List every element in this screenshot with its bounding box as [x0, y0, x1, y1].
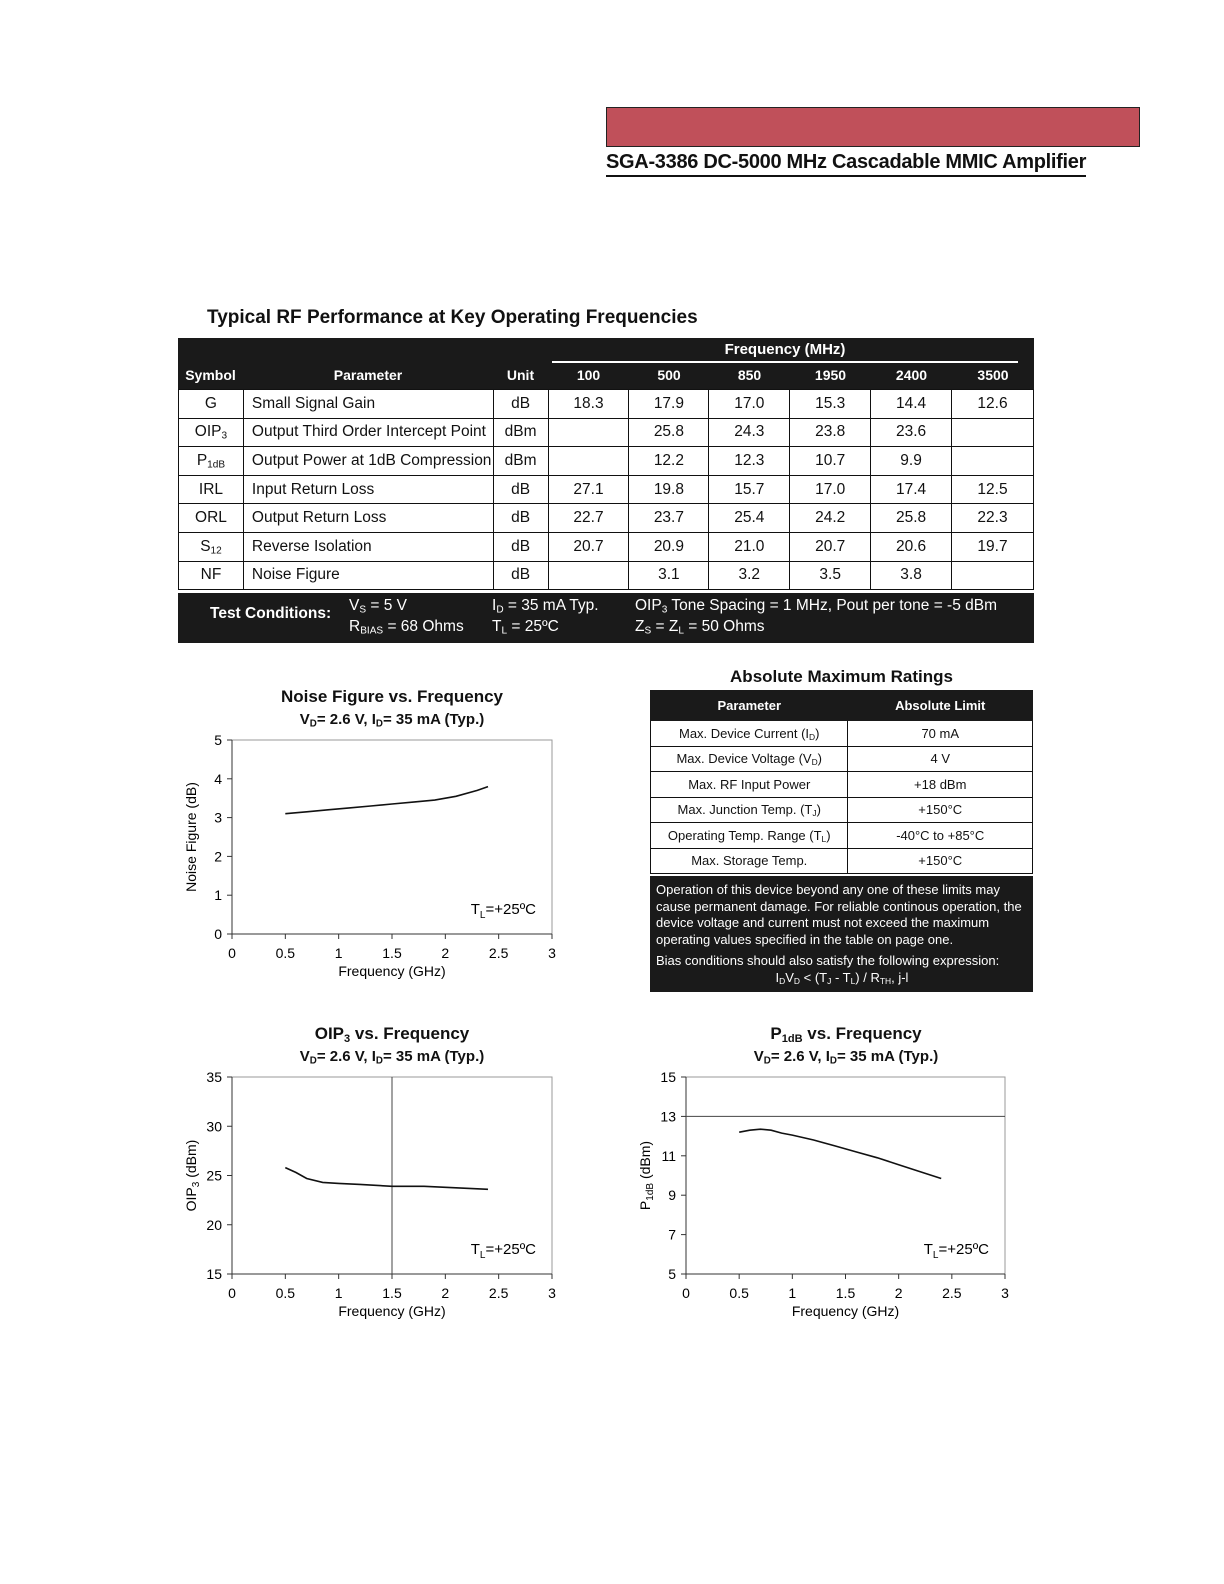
value-cell: 20.7 — [790, 532, 871, 561]
x-tick-label: 2 — [441, 1285, 450, 1301]
column-header-symbol: Symbol — [185, 367, 236, 383]
y-tick-label: 5 — [214, 732, 222, 748]
p1db-chart-subtitle: $V_D= 2.6$ V, $I_D= 35$ mA (Typ.) — [753, 1048, 939, 1067]
y-tick-label: 30 — [206, 1118, 222, 1135]
value-cell: 10.7 — [790, 447, 871, 476]
value-cell: 12.2 — [629, 447, 709, 476]
table-row — [651, 721, 1033, 747]
amr-parameter-cell: Max. Device Current $(I_D)$ — [651, 721, 848, 747]
unit-cell: dB — [493, 561, 548, 590]
y-axis-label: Noise Figure (dB) — [183, 782, 199, 892]
x-tick-label: 2.5 — [942, 1285, 962, 1301]
value-cell: 25.8 — [629, 418, 709, 447]
value-cell — [548, 418, 629, 447]
value-cell: 23.7 — [629, 504, 709, 533]
table-row — [179, 532, 1034, 561]
value-cell: 18.3 — [548, 390, 629, 419]
x-tick-label: 0.5 — [275, 1285, 296, 1301]
x-tick-label: 0.5 — [729, 1285, 749, 1301]
value-cell: 22.7 — [548, 504, 629, 533]
header-color-bar — [606, 107, 1140, 147]
y-tick-label: 25 — [206, 1167, 222, 1184]
parameter-cell: Noise Figure — [243, 561, 493, 590]
symbol-cell: ORL — [179, 504, 244, 533]
temperature-annotation: $T_L=+25ºC$ — [923, 1241, 989, 1261]
x-tick-label: 2 — [894, 1285, 903, 1301]
y-tick-label: 35 — [206, 1069, 222, 1085]
table-row — [651, 746, 1033, 772]
symbol-cell: $S_{12}$ — [179, 532, 244, 561]
y-tick-label: 20 — [206, 1216, 222, 1233]
column-header-freq: 100 — [576, 367, 601, 383]
value-cell: 15.3 — [790, 390, 871, 419]
y-tick-label: 1 — [214, 887, 222, 904]
value-cell: 21.0 — [709, 532, 790, 561]
y-tick-label: 9 — [668, 1187, 676, 1204]
column-header-unit: Unit — [506, 367, 535, 383]
x-tick-label: 1 — [334, 945, 343, 961]
y-axis-label: $OIP_3$ (dBm) — [183, 1139, 202, 1212]
symbol-cell: NF — [179, 561, 244, 590]
x-tick-label: 0 — [682, 1285, 690, 1301]
temperature-annotation: $T_L=+25ºC$ — [470, 1241, 536, 1261]
x-tick-label: 1 — [334, 1285, 343, 1301]
x-axis-label: Frequency (GHz) — [338, 1303, 446, 1319]
value-cell — [952, 418, 1034, 447]
value-cell: 17.0 — [709, 390, 790, 419]
value-cell: 20.7 — [548, 532, 629, 561]
unit-cell: dB — [493, 532, 548, 561]
y-tick-label: 13 — [660, 1108, 676, 1125]
amr-warning-note — [650, 876, 1033, 992]
amr-limit-cell: -40°C to +85°C — [848, 823, 1033, 849]
value-cell: 19.8 — [629, 475, 709, 504]
temperature-annotation: $T_L=+25ºC$ — [470, 901, 536, 921]
x-tick-label: 3 — [548, 945, 556, 961]
amr-header-parameter: Parameter — [651, 691, 848, 721]
nf-chart-title: Noise Figure vs. Frequency — [280, 687, 503, 706]
value-cell: 25.8 — [871, 504, 952, 533]
column-header-freq: 3500 — [977, 367, 1009, 383]
amr-parameter-cell: Max. RF Input Power — [651, 772, 848, 798]
column-header-freq: 1950 — [814, 367, 847, 383]
amr-parameter-cell: Max. Device Voltage $(V_D)$ — [651, 746, 848, 772]
condition-oip3: $OIP_3$ Tone Spacing = 1 MHz, Pout per tone = -5 dBm — [635, 597, 998, 616]
oip3-chart-title: $OIP_3$ vs. Frequency — [314, 1024, 470, 1045]
value-cell: 23.8 — [790, 418, 871, 447]
value-cell: 3.2 — [709, 561, 790, 590]
value-cell: 12.5 — [952, 475, 1034, 504]
x-tick-label: 1 — [788, 1285, 797, 1301]
oip3-chart-subtitle: $V_D= 2.6$ V, $I_D= 35$ mA (Typ.) — [299, 1048, 485, 1067]
amr-header-limit: Absolute Limit — [848, 691, 1033, 721]
condition-impedance: $Z_S = Z_L = 50$ Ohms — [635, 618, 765, 637]
value-cell: 22.3 — [952, 504, 1034, 533]
x-axis-label: Frequency (GHz) — [338, 963, 446, 979]
value-cell: 27.1 — [548, 475, 629, 504]
x-axis-label: Frequency (GHz) — [791, 1303, 900, 1319]
amr-limit-cell: 70 mA — [848, 721, 1033, 747]
value-cell: 24.2 — [790, 504, 871, 533]
unit-cell: dB — [493, 475, 548, 504]
x-tick-label: 2.5 — [488, 1285, 509, 1301]
x-tick-label: 2 — [441, 945, 450, 961]
value-cell: 17.9 — [629, 390, 709, 419]
parameter-cell: Input Return Loss — [243, 475, 493, 504]
table-row — [179, 447, 1034, 476]
y-tick-label: 2 — [214, 848, 222, 865]
y-tick-label: 15 — [206, 1266, 222, 1282]
frequency-header: Frequency (MHz) — [724, 341, 846, 358]
y-tick-label: 5 — [668, 1266, 676, 1282]
parameter-cell: Reverse Isolation — [243, 532, 493, 561]
value-cell: 12.6 — [952, 390, 1034, 419]
amr-limit-cell: +150°C — [848, 797, 1033, 823]
x-tick-label: 3 — [1001, 1285, 1009, 1301]
y-tick-label: 15 — [660, 1069, 676, 1085]
value-cell: 19.7 — [952, 532, 1034, 561]
condition-tl: $T_L$ = 25ºC — [492, 618, 559, 637]
condition-id: $I_D = 35$ mA Typ. — [492, 597, 599, 616]
table-row — [179, 561, 1034, 590]
series-line — [285, 1168, 488, 1190]
rf-performance-table — [178, 389, 1034, 590]
table-row — [651, 848, 1033, 874]
amr-limit-cell: +18 dBm — [848, 772, 1033, 798]
table-row — [179, 475, 1034, 504]
y-tick-label: 3 — [214, 809, 222, 826]
value-cell: 14.4 — [871, 390, 952, 419]
y-axis-label: $P_{1dB}$ (dBm) — [637, 1140, 656, 1211]
y-tick-label: 11 — [661, 1147, 676, 1164]
value-cell: 3.5 — [790, 561, 871, 590]
absolute-maximum-ratings-table — [650, 690, 1033, 874]
x-tick-label: 2.5 — [488, 945, 509, 961]
value-cell: 9.9 — [871, 447, 952, 476]
p1db-chart — [620, 1062, 1040, 1332]
value-cell: 24.3 — [709, 418, 790, 447]
value-cell: 3.1 — [629, 561, 709, 590]
x-tick-label: 1.5 — [382, 1285, 402, 1301]
amr-title: Absolute Maximum Ratings — [730, 667, 953, 686]
nf-chart-subtitle: $V_D= 2.6$ V, $I_D= 35$ mA (Typ.) — [299, 711, 485, 730]
unit-cell: dB — [493, 390, 548, 419]
unit-cell: dBm — [493, 418, 548, 447]
table-row — [179, 418, 1034, 447]
parameter-cell: Output Power at 1dB Compression — [243, 447, 493, 476]
x-tick-label: 1.5 — [835, 1285, 856, 1301]
amr-note-damage: Operation of this device beyond any one of these limits may cause permanent damage. For reliable continous operation, the device voltage and current must not exceed the maximum operating values specified in the table on page one. — [656, 882, 1022, 947]
amr-note-bias: Bias conditions should also satisfy the following expression: — [656, 953, 1000, 968]
condition-rbias: $R_{BIAS} = 68$ Ohms — [349, 618, 464, 637]
series-line — [285, 787, 488, 814]
y-tick-label: 7 — [668, 1226, 676, 1243]
column-header-freq: 850 — [737, 367, 762, 383]
y-tick-label: 4 — [214, 770, 222, 787]
frequency-header-rule — [552, 361, 1018, 363]
condition-vs: $V_S = 5$ V — [349, 597, 407, 616]
parameter-cell: Small Signal Gain — [243, 390, 493, 419]
value-cell — [548, 447, 629, 476]
value-cell: 20.9 — [629, 532, 709, 561]
unit-cell: dBm — [493, 447, 548, 476]
value-cell: 3.8 — [871, 561, 952, 590]
value-cell: 23.6 — [871, 418, 952, 447]
table-row — [651, 797, 1033, 823]
symbol-cell: G — [179, 390, 244, 419]
y-tick-label: 0 — [214, 926, 222, 942]
table-row — [651, 772, 1033, 798]
test-conditions-bar — [178, 593, 1034, 643]
x-tick-label: 3 — [548, 1285, 556, 1301]
test-conditions-label: Test Conditions: — [210, 605, 332, 622]
noise-figure-chart — [170, 725, 590, 990]
column-header-parameter: Parameter — [333, 367, 403, 383]
amr-parameter-cell: Max. Storage Temp. — [651, 848, 848, 874]
amr-limit-cell: +150°C — [848, 848, 1033, 874]
unit-cell: dB — [493, 504, 548, 533]
series-line — [739, 1129, 941, 1178]
x-tick-label: 0 — [228, 945, 236, 961]
parameter-cell: Output Return Loss — [243, 504, 493, 533]
amr-parameter-cell: Operating Temp. Range $(T_L)$ — [651, 823, 848, 849]
x-tick-label: 0.5 — [275, 945, 296, 961]
bias-expression: $I_DV_D < (T_J - T_L) / R_{TH}$, j-l — [775, 969, 909, 986]
x-tick-label: 1.5 — [382, 945, 402, 961]
symbol-cell: IRL — [179, 475, 244, 504]
value-cell: 15.7 — [709, 475, 790, 504]
value-cell — [952, 561, 1034, 590]
symbol-cell: $OIP_3$ — [179, 418, 244, 447]
document-title: SGA-3386 DC-5000 MHz Cascadable MMIC Amplifier — [606, 151, 1086, 177]
rf-table-title: Typical RF Performance at Key Operating Frequencies — [207, 307, 698, 328]
amr-parameter-cell: Max. Junction Temp. $(T_J)$ — [651, 797, 848, 823]
amr-limit-cell: 4 V — [848, 746, 1033, 772]
x-tick-label: 0 — [228, 1285, 236, 1301]
value-cell — [952, 447, 1034, 476]
value-cell: 12.3 — [709, 447, 790, 476]
column-header-freq: 2400 — [895, 367, 928, 383]
parameter-cell: Output Third Order Intercept Point — [243, 418, 493, 447]
value-cell: 25.4 — [709, 504, 790, 533]
table-row — [179, 390, 1034, 419]
symbol-cell: $P_{1dB}$ — [179, 447, 244, 476]
value-cell: 20.6 — [871, 532, 952, 561]
table-row — [179, 504, 1034, 533]
value-cell — [548, 561, 629, 590]
p1db-chart-title: $P_{1dB}$ vs. Frequency — [770, 1024, 922, 1045]
table-row — [651, 823, 1033, 849]
value-cell: 17.4 — [871, 475, 952, 504]
oip3-chart — [170, 1062, 590, 1332]
value-cell: 17.0 — [790, 475, 871, 504]
column-header-freq: 500 — [657, 367, 681, 383]
